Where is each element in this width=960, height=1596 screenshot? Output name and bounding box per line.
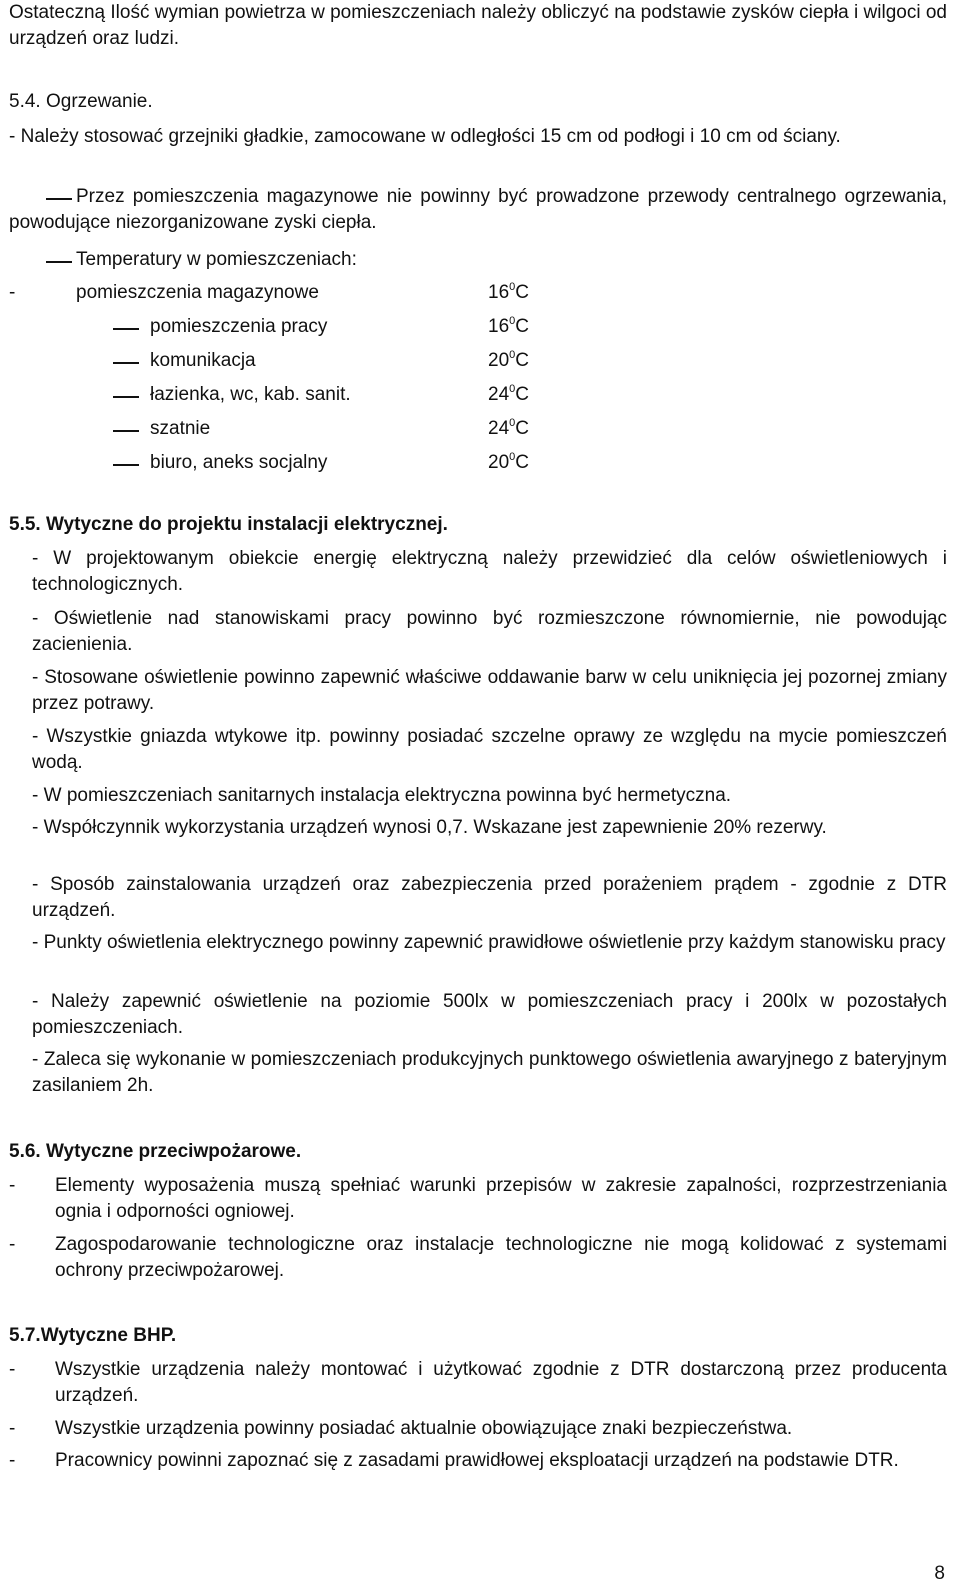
section-heading-5-4: 5.4. Ogrzewanie.: [9, 91, 153, 112]
electrical-item: - Sposób zainstalowania urządzeń oraz zabezpieczenia przed porażeniem prądem - zgodnie z DTR urządzeń.: [32, 874, 947, 921]
list-marker-hyphen: -: [9, 1450, 16, 1471]
bhp-item: Wszystkie urządzenia należy montować i użytkować zgodnie z DTR dostarczoną przez producenta urządzeń.: [55, 1359, 947, 1406]
list-marker-hyphen: -: [9, 1359, 16, 1380]
electrical-item: - W projektowanym obiekcie energię elektryczną należy przewidzieć dla celów oświetleniowych i technologicznych.: [32, 548, 947, 595]
bhp-item: Wszystkie urządzenia powinny posiadać aktualnie obowiązujące znaki bezpieczeństwa.: [55, 1418, 793, 1439]
section-heading-5-7: 5.7.Wytyczne BHP.: [9, 1325, 177, 1346]
heating-paragraph-2: Przez pomieszczenia magazynowe nie powinny być prowadzone przewody centralnego ogrzewania, powodujące niezorganizowane zyski ciepła.: [9, 186, 947, 233]
section-heading-5-5: 5.5. Wytyczne do projektu instalacji elektrycznej.: [9, 514, 448, 535]
dash-bullet: [113, 328, 139, 330]
electrical-item: - Punkty oświetlenia elektrycznego powinny zapewnić prawidłowe oświetlenie przy każdym stanowisku pracy: [32, 932, 946, 953]
page-number: 8: [934, 1563, 945, 1584]
electrical-item: - Współczynnik wykorzystania urządzeń wynosi 0,7. Wskazane jest zapewnienie 20% rezerwy.: [32, 817, 827, 838]
electrical-item: - Wszystkie gniazda wtykowe itp. powinny posiadać szczelne oprawy ze względu na mycie pomieszczeń wodą.: [32, 726, 947, 773]
temp-row-value: $24^0C$: [488, 417, 529, 439]
dash-bullet: [113, 464, 139, 466]
temp-row-value: $20^0C$: [488, 349, 529, 371]
temp-row-value: $16^0C$: [488, 315, 529, 337]
list-marker-hyphen: -: [9, 1175, 16, 1196]
bhp-item: Pracownicy powinni zapoznać się z zasadami prawidłowej eksploatacji urządzeń na podstawie DTR.: [55, 1450, 899, 1471]
intro-paragraph: Ostateczną Ilość wymian powietrza w pomieszczeniach należy obliczyć na podstawie zysków ciepła i wilgoci od urządzeń oraz ludzi.: [9, 2, 947, 49]
electrical-item: - Należy zapewnić oświetlenie na poziomie 500lx w pomieszczeniach pracy i 200lx w pozostałych pomieszczeniach.: [32, 991, 947, 1038]
list-marker-hyphen: -: [9, 1234, 16, 1255]
temp-row-label: szatnie: [150, 418, 211, 439]
electrical-item: - Stosowane oświetlenie powinno zapewnić właściwe oddawanie barw w celu uniknięcia jej pozornej zmiany przez potrawy.: [32, 667, 947, 714]
temp-row-value: $24^0C$: [488, 383, 529, 405]
temp-row-label: biuro, aneks socjalny: [150, 452, 328, 473]
fire-safety-item: Zagospodarowanie technologiczne oraz instalacje technologiczne nie mogą kolidować z systemami ochrony przeciwpożarowej.: [55, 1234, 947, 1281]
temp-row-label: pomieszczenia pracy: [150, 316, 328, 337]
list-marker-hyphen: -: [9, 282, 16, 303]
dash-bullet: [113, 362, 139, 364]
electrical-item: - Oświetlenie nad stanowiskami pracy powinno być rozmieszczone równomiernie, nie powodując zacienienia.: [32, 608, 947, 655]
fire-safety-item: Elementy wyposażenia muszą spełniać warunki przepisów w zakresie zapalności, rozprzestrzeniania ognia i odporności ogniowej.: [55, 1175, 947, 1222]
temp-row-label: komunikacja: [150, 350, 256, 371]
temp-row-label: pomieszczenia magazynowe: [76, 282, 319, 303]
temp-row-value: $16^0C$: [488, 281, 529, 303]
temp-row-label: łazienka, wc, kab. sanit.: [150, 384, 351, 405]
section-heading-5-6: 5.6. Wytyczne przeciwpożarowe.: [9, 1141, 302, 1162]
list-marker-hyphen: -: [9, 1418, 16, 1439]
heating-paragraph-1: - Należy stosować grzejniki gładkie, zamocowane w odległości 15 cm od podłogi i 10 cm od ściany.: [9, 126, 841, 147]
temp-row-value: $20^0C$: [488, 451, 529, 473]
electrical-item: - W pomieszczeniach sanitarnych instalacja elektryczna powinna być hermetyczna.: [32, 785, 732, 806]
dash-bullet: [113, 430, 139, 432]
electrical-item: - Zaleca się wykonanie w pomieszczeniach produkcyjnych punktowego oświetlenia awaryjnego z bateryjnym zasilaniem 2h.: [32, 1049, 947, 1096]
heating-paragraph-3: Temperatury w pomieszczeniach:: [76, 249, 357, 270]
dash-bullet: [46, 261, 72, 263]
dash-bullet: [113, 396, 139, 398]
